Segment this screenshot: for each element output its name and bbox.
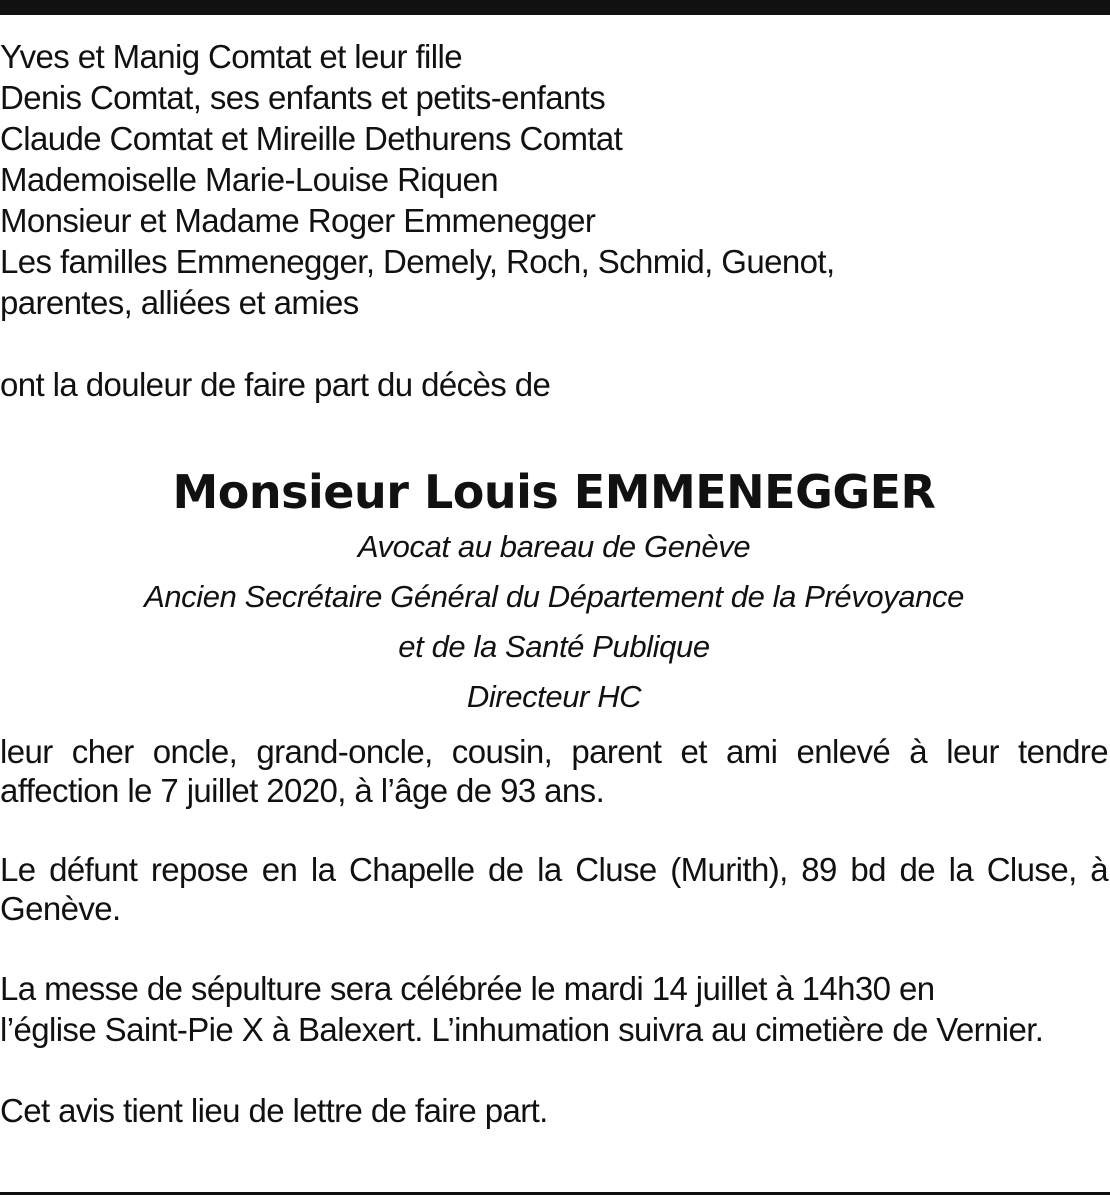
messe-paragraph bbox=[0, 968, 1108, 1050]
family-line: Mademoiselle Marie-Louise Riquen bbox=[0, 161, 499, 198]
deceased-title: Directeur HC bbox=[466, 679, 642, 714]
family-line: Claude Comtat et Mireille Dethurens Comtat bbox=[0, 120, 623, 157]
deceased-name: Monsieur Louis EMMENEGGER bbox=[172, 465, 936, 519]
messe-line: La messe de sépulture sera célébrée le mardi 14 juillet à 14h30 en bbox=[0, 970, 935, 1007]
repose-paragraph: Le défunt repose en la Chapelle de la Cluse (Murith), 89 bd de la Cluse, à Genève. bbox=[0, 851, 1108, 927]
family-line: Les familles Emmenegger, Demely, Roch, Schmid, Guenot, bbox=[0, 243, 835, 280]
deceased-title: Ancien Secrétaire Général du Département de la Prévoyance bbox=[144, 579, 964, 614]
messe-line: l’église Saint-Pie X à Balexert. L’inhumation suivra au cimetière de Vernier. bbox=[0, 1011, 1044, 1048]
deceased-title: et de la Santé Publique bbox=[398, 629, 710, 664]
family-line: Denis Comtat, ses enfants et petits-enfants bbox=[0, 79, 606, 116]
announcement: ont la douleur de faire part du décès de bbox=[0, 366, 551, 403]
bottom-rule bbox=[0, 1192, 1110, 1195]
deceased-titles bbox=[0, 522, 1108, 722]
closing-line: Cet avis tient lieu de lettre de faire part. bbox=[0, 1092, 548, 1129]
family-list bbox=[0, 36, 1108, 323]
obituary-notice bbox=[0, 36, 1108, 1131]
family-line: Yves et Manig Comtat et leur fille bbox=[0, 38, 462, 75]
family-line: parentes, alliées et amies bbox=[0, 284, 359, 321]
deceased-title: Avocat au bareau de Genève bbox=[357, 529, 751, 564]
family-line: Monsieur et Madame Roger Emmenegger bbox=[0, 202, 596, 239]
top-rule bbox=[0, 0, 1110, 15]
relation-paragraph: leur cher oncle, grand-oncle, cousin, parent et ami enlevé à leur tendre affection le 7 juillet 2020, à l’âge de 93 ans. bbox=[0, 733, 1108, 809]
